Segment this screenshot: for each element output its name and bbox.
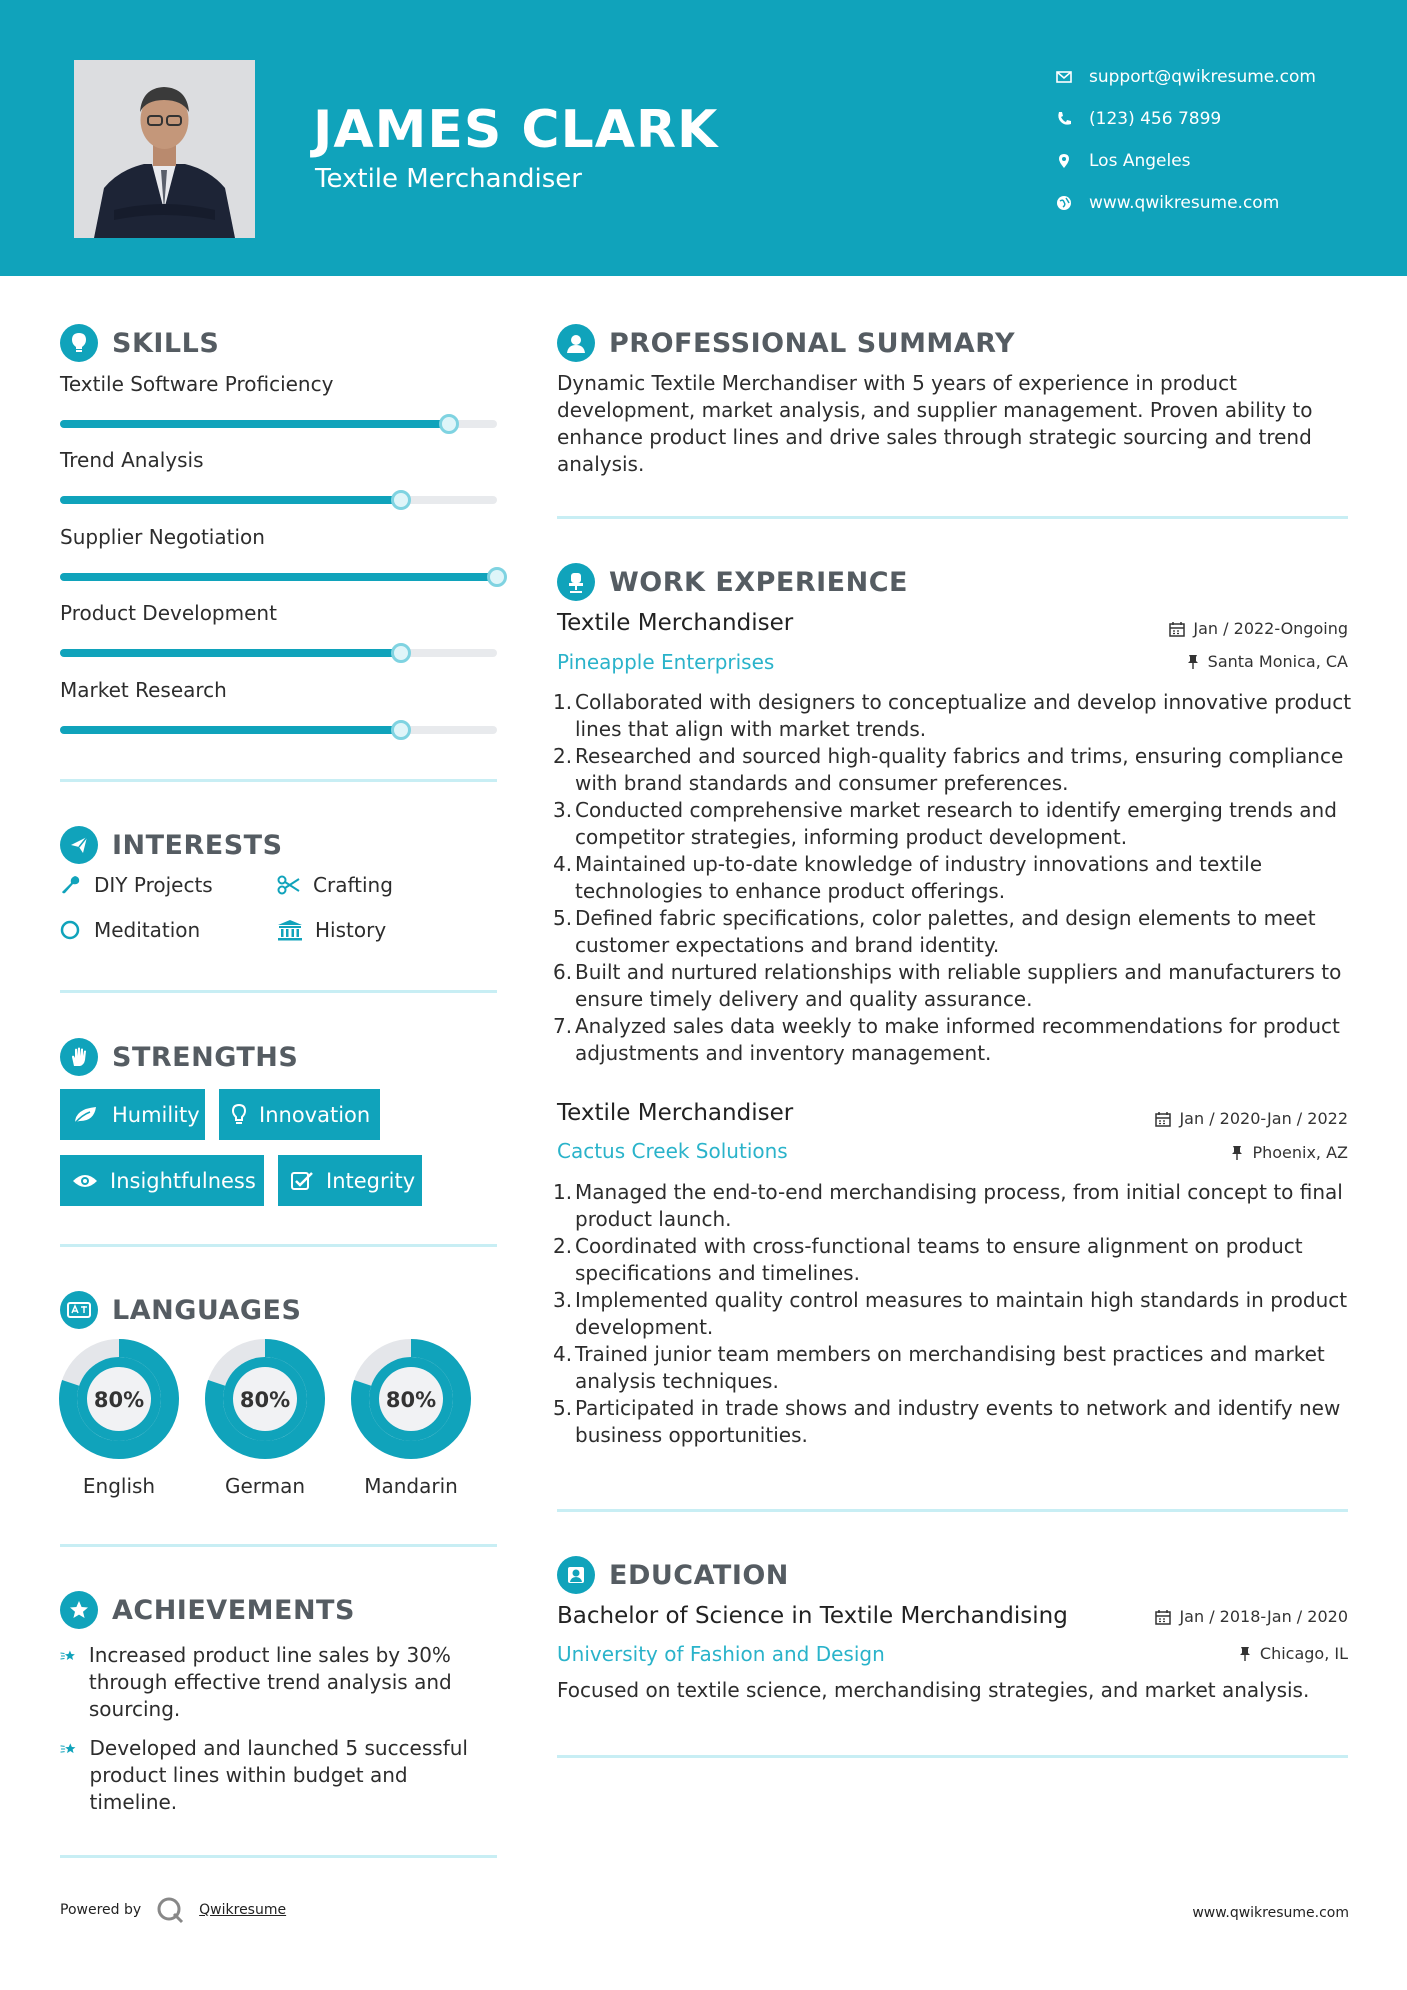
achievement-item <box>60 1642 500 1723</box>
duty-text: Researched and sourced high-quality fabrics and trims, ensuring compliance with brand standards and consumer preferences. <box>575 744 1344 795</box>
duty-text: Defined fabric specifications, color palettes, and design elements to meet customer expectations and brand identity. <box>575 906 1316 957</box>
duty-text: Implemented quality control measures to maintain high standards in product development. <box>575 1288 1348 1339</box>
calendar-icon <box>1169 621 1185 637</box>
skill-knob <box>391 643 411 663</box>
header-banner <box>0 0 1407 276</box>
summary-heading-text: PROFESSIONAL SUMMARY <box>609 327 1016 359</box>
achievement-text: Developed and launched 5 successful product lines within budget and timeline. <box>89 1736 468 1814</box>
check-square-icon <box>290 1170 314 1192</box>
phone-icon <box>1055 110 1073 128</box>
job-company: Pineapple Enterprises <box>557 650 775 674</box>
skill-knob <box>487 567 507 587</box>
language-donut <box>350 1338 472 1460</box>
divider <box>60 1244 497 1247</box>
duty-item: 2. Coordinated with cross-functional teams to ensure alignment on product specifications and timelines. <box>553 1233 1359 1287</box>
eye-icon <box>72 1172 98 1190</box>
language-label: Mandarin <box>364 1474 458 1498</box>
divider <box>60 990 497 993</box>
profile-photo <box>74 60 255 238</box>
duty-item: 1. Collaborated with designers to conceptualize and develop innovative product lines that align with market trends. <box>553 689 1359 743</box>
skill-item <box>60 372 497 428</box>
duty-item: 3. Conducted comprehensive market research to identify emerging trends and competitor strategies, informing product development. <box>553 797 1359 851</box>
skill-fill <box>60 496 401 504</box>
skill-fill <box>60 420 449 428</box>
strength-badge <box>60 1155 264 1206</box>
job-location-text: Santa Monica, CA <box>1207 652 1348 671</box>
job-dates-text: Jan / 2020-Jan / 2022 <box>1179 1109 1348 1128</box>
interest-item <box>60 918 200 942</box>
duty-text: Managed the end-to-end merchandising process, from initial concept to final product launch. <box>575 1180 1343 1231</box>
language-item <box>204 1338 326 1498</box>
job-location <box>1186 652 1348 671</box>
qwikresume-logo-icon <box>155 1895 185 1925</box>
duty-text: Maintained up-to-date knowledge of industry innovations and textile technologies to enhance product offerings. <box>575 852 1263 903</box>
language-label: English <box>82 1474 156 1498</box>
duty-item: 3. Implemented quality control measures to maintain high standards in product development. <box>553 1287 1359 1341</box>
pushpin-icon <box>1238 1646 1252 1662</box>
language-donut <box>58 1338 180 1460</box>
interest-label: Meditation <box>94 918 201 942</box>
interest-item <box>277 873 393 897</box>
shooting-star-icon <box>60 1735 78 1763</box>
duty-item: 4. Trained junior team members on merchandising best practices and market analysis techniques. <box>553 1341 1359 1395</box>
duty-text: Trained junior team members on merchandising best practices and market analysis techniques. <box>575 1342 1325 1393</box>
powered-by-text: Powered by <box>60 1902 142 1918</box>
language-item <box>58 1338 180 1498</box>
language-icon <box>60 1291 98 1329</box>
map-marker-icon <box>1055 152 1073 170</box>
job-location-text: Phoenix, AZ <box>1252 1143 1348 1162</box>
strength-label: Integrity <box>326 1168 416 1193</box>
job-dates-text: Jan / 2022-Ongoing <box>1193 619 1348 638</box>
pushpin-icon <box>1186 654 1200 670</box>
hand-icon <box>60 1038 98 1076</box>
education-location <box>1238 1644 1348 1663</box>
skill-label: Trend Analysis <box>60 448 204 472</box>
achievements-heading <box>60 1591 355 1629</box>
skill-item <box>60 448 497 504</box>
summary-heading <box>557 324 1015 362</box>
skill-label: Market Research <box>60 678 227 702</box>
divider <box>557 1755 1348 1758</box>
duty-text: Coordinated with cross-functional teams to ensure alignment on product specifications and timelines. <box>575 1234 1303 1285</box>
contact-website-text: www.qwikresume.com <box>1089 193 1280 213</box>
skill-track <box>60 726 497 734</box>
strengths-heading-text: STRENGTHS <box>112 1041 299 1073</box>
graduate-icon <box>557 1556 595 1594</box>
duty-item: 4. Maintained up-to-date knowledge of industry innovations and textile technologies to enhance product offerings. <box>553 851 1359 905</box>
summary-text: Dynamic Textile Merchandiser with 5 years of experience in product development, market analysis, and supplier management. Proven ability to enhance product lines and drive sales through strategic sourcing and trend analysis. <box>557 371 1313 476</box>
achievement-item <box>60 1735 500 1816</box>
skill-fill <box>60 573 497 581</box>
skill-label: Product Development <box>60 601 277 625</box>
job-location <box>1230 1143 1348 1162</box>
skill-track <box>60 649 497 657</box>
skill-item <box>60 525 497 581</box>
duty-item: 5. Defined fabric specifications, color palettes, and design elements to meet customer expectations and brand identity. <box>553 905 1359 959</box>
interest-item <box>277 918 386 942</box>
lightbulb-icon <box>60 324 98 362</box>
interest-label: History <box>315 918 387 942</box>
school-name: University of Fashion and Design <box>557 1642 885 1666</box>
job-duties-list <box>553 689 1359 1067</box>
job-dates <box>1169 619 1348 638</box>
pushpin-icon <box>1230 1145 1244 1161</box>
candidate-role: Textile Merchandiser <box>315 164 582 194</box>
skills-heading-text: SKILLS <box>112 327 220 359</box>
user-icon <box>557 324 595 362</box>
interest-item <box>60 873 213 897</box>
divider <box>60 1544 497 1547</box>
education-heading-text: EDUCATION <box>609 1559 789 1591</box>
job-title: Textile Merchandiser <box>557 1100 794 1126</box>
strength-badge <box>60 1089 205 1140</box>
strength-badge <box>278 1155 422 1206</box>
language-percent: 80% <box>93 1388 145 1412</box>
strength-badge <box>219 1089 380 1140</box>
languages-heading-text: LANGUAGES <box>112 1294 302 1326</box>
divider <box>557 516 1348 519</box>
office-chair-icon <box>557 563 595 601</box>
experience-heading-text: WORK EXPERIENCE <box>609 566 908 598</box>
contact-email-text: support@qwikresume.com <box>1089 67 1316 87</box>
skill-track <box>60 420 497 428</box>
wrench-icon <box>60 874 82 896</box>
job-dates <box>1155 1109 1348 1128</box>
skill-item <box>60 678 497 734</box>
interest-label: DIY Projects <box>94 873 213 897</box>
degree-title: Bachelor of Science in Textile Merchandising <box>557 1603 1068 1629</box>
duty-item: 5. Participated in trade shows and industry events to network and identify new business opportunities. <box>553 1395 1359 1449</box>
envelope-icon <box>1055 68 1073 86</box>
interests-heading <box>60 826 283 864</box>
paper-plane-icon <box>60 826 98 864</box>
languages-heading <box>60 1291 301 1329</box>
experience-heading <box>557 563 908 601</box>
contact-list <box>1055 56 1385 224</box>
strength-label: Innovation <box>259 1102 371 1127</box>
language-label: German <box>224 1474 306 1498</box>
leaf-icon <box>72 1104 100 1126</box>
interests-heading-text: INTERESTS <box>112 829 283 861</box>
duty-item: 6. Built and nurtured relationships with reliable suppliers and manufacturers to ensure timely delivery and quality assurance. <box>553 959 1359 1013</box>
contact-website[interactable] <box>1055 182 1385 224</box>
divider <box>557 1509 1348 1512</box>
achievements-heading-text: ACHIEVEMENTS <box>112 1594 355 1626</box>
duty-item: 1. Managed the end-to-end merchandising process, from initial concept to final product launch. <box>553 1179 1359 1233</box>
language-donut <box>204 1338 326 1460</box>
education-location-text: Chicago, IL <box>1259 1644 1348 1663</box>
duty-text: Built and nurtured relationships with reliable suppliers and manufacturers to ensure timely delivery and quality assurance. <box>575 960 1342 1011</box>
strengths-heading <box>60 1038 298 1076</box>
duty-text: Analyzed sales data weekly to make informed recommendations for product adjustments and inventory management. <box>575 1014 1340 1065</box>
candidate-name: JAMES CLARK <box>313 100 719 160</box>
education-dates <box>1155 1607 1348 1626</box>
education-description: Focused on textile science, merchandising strategies, and market analysis. <box>557 1678 1310 1702</box>
lightbulb-icon <box>231 1103 247 1127</box>
skill-knob <box>439 414 459 434</box>
strength-label: Humility <box>112 1102 200 1127</box>
contact-phone-text: (123) 456 7899 <box>1089 109 1222 129</box>
footer-powered-by <box>60 1895 286 1925</box>
contact-email[interactable] <box>1055 56 1385 98</box>
scissors-icon <box>277 874 301 896</box>
achievement-text: Increased product line sales by 30% through effective trend analysis and sourcing. <box>88 1643 452 1721</box>
duty-item: 2. Researched and sourced high-quality fabrics and trims, ensuring compliance with brand standards and consumer preferences. <box>553 743 1359 797</box>
skill-track <box>60 496 497 504</box>
contact-phone[interactable] <box>1055 98 1385 140</box>
shooting-star-icon <box>60 1642 77 1670</box>
skill-knob <box>391 720 411 740</box>
star-badge-icon <box>60 1591 98 1629</box>
skill-fill <box>60 649 401 657</box>
calendar-icon <box>1155 1111 1171 1127</box>
skill-knob <box>391 490 411 510</box>
skill-track <box>60 573 497 581</box>
strength-label: Insightfulness <box>110 1168 256 1193</box>
calendar-icon <box>1155 1609 1171 1625</box>
skill-label: Textile Software Proficiency <box>60 372 334 396</box>
duty-text: Conducted comprehensive market research to identify emerging trends and competitor strategies, informing product development. <box>575 798 1337 849</box>
language-item <box>350 1338 472 1498</box>
brand-link[interactable]: Qwikresume <box>199 1902 287 1918</box>
education-dates-text: Jan / 2018-Jan / 2020 <box>1179 1607 1348 1626</box>
divider <box>60 1855 497 1858</box>
circle-icon <box>60 919 82 941</box>
skills-heading <box>60 324 219 362</box>
language-percent: 80% <box>239 1388 291 1412</box>
duty-text: Participated in trade shows and industry events to network and identify new business opportunities. <box>575 1396 1341 1447</box>
skill-fill <box>60 726 401 734</box>
job-company: Cactus Creek Solutions <box>557 1139 788 1163</box>
interest-label: Crafting <box>313 873 393 897</box>
duty-text: Collaborated with designers to conceptualize and develop innovative product lines that align with market trends. <box>575 690 1352 741</box>
contact-location-text: Los Angeles <box>1089 151 1191 171</box>
footer-website[interactable]: www.qwikresume.com <box>1192 1905 1349 1921</box>
language-percent: 80% <box>385 1388 437 1412</box>
institution-icon <box>277 919 303 941</box>
globe-icon <box>1055 194 1073 212</box>
job-title: Textile Merchandiser <box>557 610 794 636</box>
job-duties-list <box>553 1179 1359 1449</box>
divider <box>60 779 497 782</box>
contact-location <box>1055 140 1385 182</box>
education-heading <box>557 1556 789 1594</box>
skill-item <box>60 601 497 657</box>
duty-item: 7. Analyzed sales data weekly to make informed recommendations for product adjustments and inventory management. <box>553 1013 1359 1067</box>
skill-label: Supplier Negotiation <box>60 525 265 549</box>
